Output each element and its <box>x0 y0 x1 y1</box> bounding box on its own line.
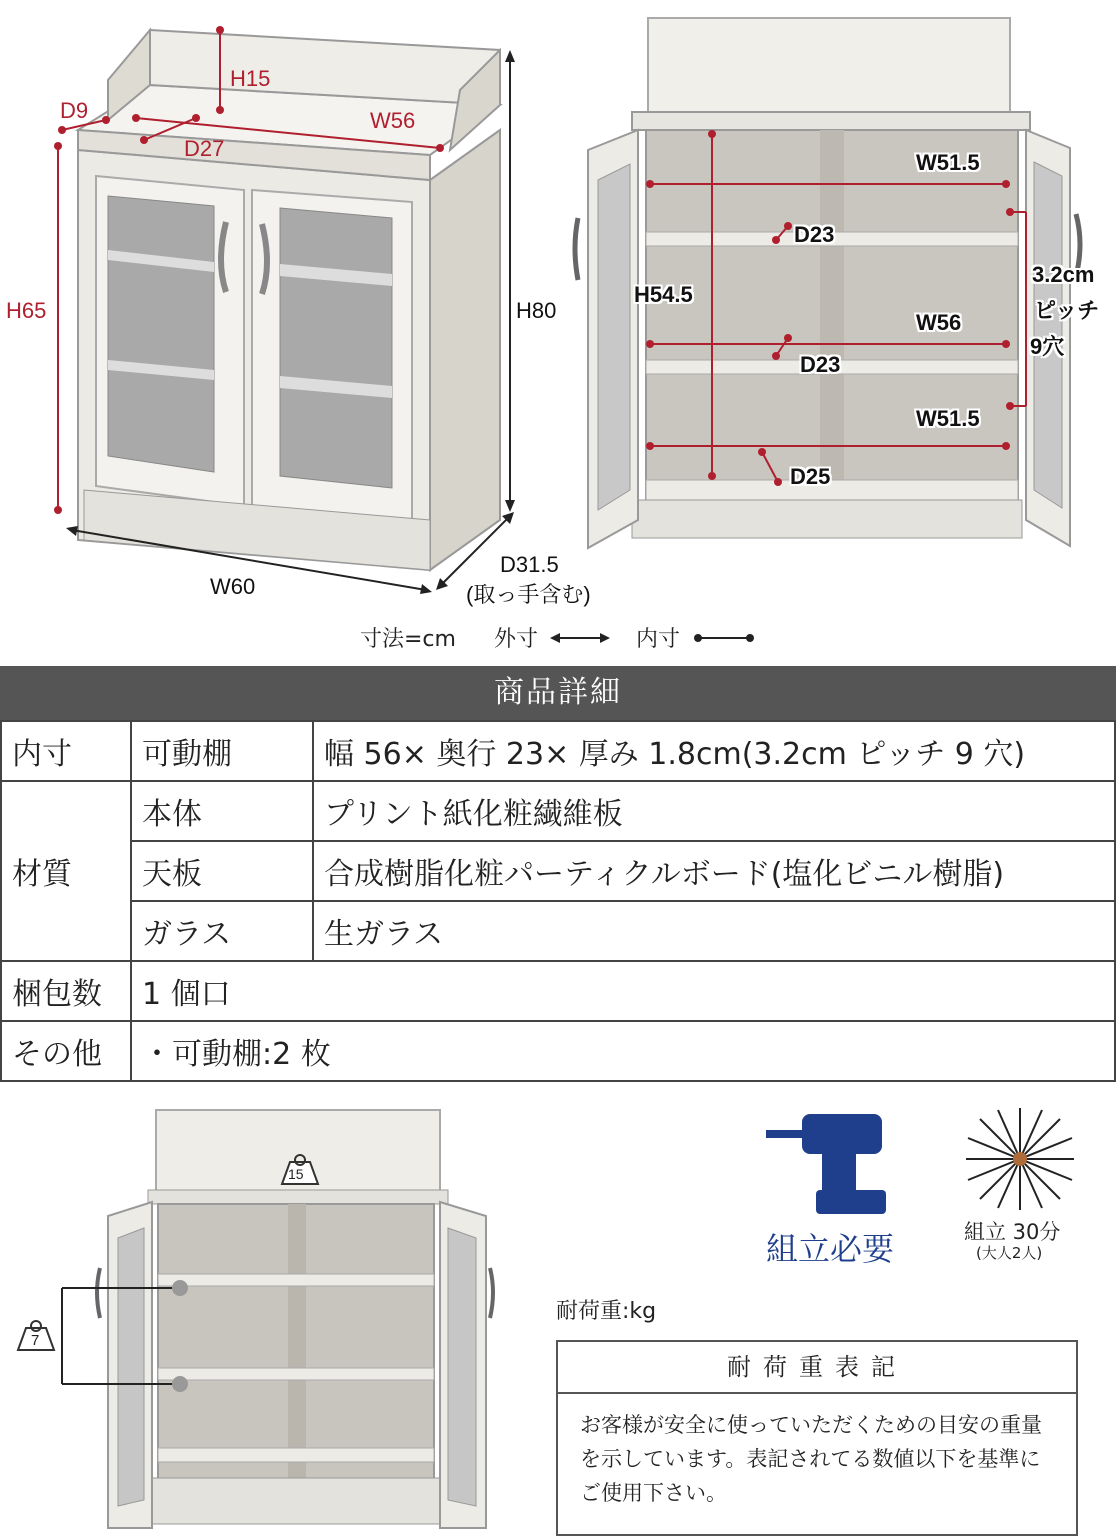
glass-value: 生ガラス <box>313 901 1115 961</box>
dim-h15: H15 <box>230 66 271 91</box>
dim-w56-exterior: W56 <box>370 108 416 133</box>
assembly-required-block <box>760 1108 920 1268</box>
dim-holes: 9穴 <box>1030 334 1065 359</box>
load-notice-title: 耐荷重表記 <box>558 1342 1076 1394</box>
dim-h54-5: H54.5 <box>634 282 693 307</box>
dim-h80: H80 <box>516 298 557 323</box>
assembly-time-label: 組立 30分 <box>964 1220 1061 1244</box>
package-label: 梱包数 <box>1 961 131 1021</box>
dimension-legend <box>360 622 780 652</box>
legend-unit: 寸法=cm <box>360 627 456 652</box>
exterior-diagram <box>0 0 591 660</box>
spec-table <box>0 720 1116 1082</box>
package-value: 1 個口 <box>131 961 1115 1021</box>
outer-arrow-icon <box>550 630 610 646</box>
inner-label: 内寸 <box>1 721 131 781</box>
movable-shelf-label: 可動棚 <box>131 721 313 781</box>
dim-pitch-label: ピッチ <box>1034 298 1100 323</box>
table-row <box>1 781 1115 841</box>
top-label: 天板 <box>131 841 313 901</box>
inner-line-icon <box>692 630 756 646</box>
dim-d23-top: D23 <box>794 222 835 247</box>
dim-w51-5-top: W51.5 <box>916 150 980 175</box>
table-row <box>1 841 1115 901</box>
body-value: プリント紙化粧繊維板 <box>313 781 1115 841</box>
dim-d25: D25 <box>790 464 831 489</box>
dim-d27: D27 <box>184 136 225 161</box>
body-label: 本体 <box>131 781 313 841</box>
top-value: 合成樹脂化粧パーティクルボード(塩化ビニル樹脂) <box>313 841 1115 901</box>
load-diagram <box>0 1108 520 1536</box>
dim-w51-5-bottom: W51.5 <box>916 406 980 431</box>
table-row <box>1 721 1115 781</box>
assembly-required-label: 組立必要 <box>766 1230 895 1268</box>
assembly-people-label: (大人2人) <box>976 1244 1043 1262</box>
dim-d31-5: D31.5 <box>500 552 559 577</box>
table-row <box>1 901 1115 961</box>
product-details-banner: 商品詳細 <box>0 666 1116 720</box>
load-shelf-value: 7 <box>31 1332 40 1349</box>
load-top-value: 15 <box>288 1166 304 1182</box>
table-row <box>1 1021 1115 1081</box>
interior-diagram <box>570 0 1116 660</box>
other-label: その他 <box>1 1021 131 1081</box>
assembly-time-block <box>960 1104 1080 1274</box>
other-value: ・可動棚:2 枚 <box>131 1021 1115 1081</box>
load-notice-box <box>556 1340 1078 1536</box>
load-notice-body: お客様が安全に使っていただくための目安の重量を示しています。表記されてる数値以下を基準にご使用下さい。 <box>580 1413 1042 1505</box>
dim-d9: D9 <box>60 98 89 123</box>
legend-inner: 内寸 <box>636 627 681 652</box>
table-row <box>1 961 1115 1021</box>
dim-w60: W60 <box>210 574 256 599</box>
load-unit-label: 耐荷重:kg <box>556 1299 657 1324</box>
legend-outer: 外寸 <box>494 627 539 652</box>
material-label: 材質 <box>1 781 131 961</box>
drill-icon <box>760 1108 920 1228</box>
dim-w56-interior: W56 <box>916 310 962 335</box>
starburst-clock-icon <box>960 1104 1080 1214</box>
dim-pitch: 3.2cm <box>1032 262 1095 287</box>
dim-d23-mid: D23 <box>800 352 841 377</box>
load-cabinet-illustration <box>0 1108 520 1536</box>
dim-handle-note: (取っ手含む) <box>466 582 591 607</box>
glass-label: ガラス <box>131 901 313 961</box>
dim-h65: H65 <box>6 298 47 323</box>
inner-value: 幅 56× 奥行 23× 厚み 1.8cm(3.2cm ピッチ 9 穴) <box>313 721 1115 781</box>
